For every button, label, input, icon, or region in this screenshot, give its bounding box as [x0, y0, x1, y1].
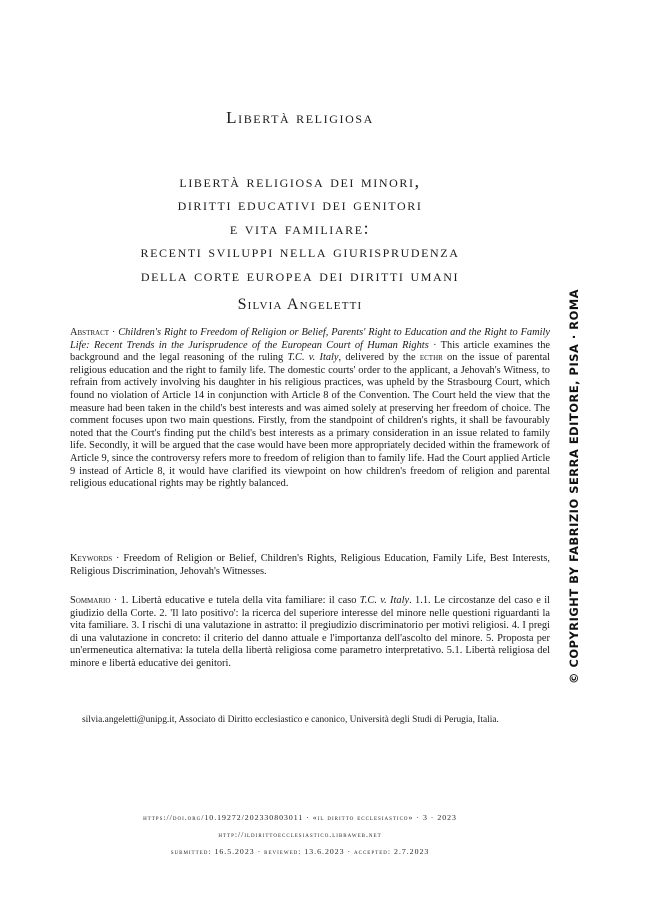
abstract-paragraph: [70, 327, 550, 491]
sommario-text: . 1.1. Le circostanze del caso e il giudizio della Corte. 2. 'Il lato positivo': la ricerca del superiore interesse del minore nelle questioni riguardanti la vita familiare. 3. I rischi di una valutazione in astratto: il pregiudizio discriminatorio per motivi religiosi. 4. I pregi di una valutazione in concreto: il criterio del danno attuale e l'importanza dell'ascolto del minore. 5. Proposta per un'ermeneutica alternativa: la tutela della libertà religiosa come parametro interpretativo. 5.1. Libertà religiosa del minore e libertà educative dei genitori.: [70, 595, 550, 669]
abstract-text: on the issue of parental religious education and the right to family life. The domestic courts' order to the applicant, a Jehovah's Witness, to refrain from actively involving his daughter in his religious practices, was upheld by the Strasbourg Court, which found no violation of Article 14 in conjunction with Article 8 of the Convention. The Court held the view that the measure had been taken in the child's best interests and was aimed solely at preserving her freedom of choice. The comment focuses upon two main questions. Firstly, from the standpoint of children's rights, it shall be favourably noted that the Court's finding put the child's best interests as a primary consideration in an issue related to family life. Secondly, it will be argued that the case would have been more appropriately decided within the framework of Article 9, since the controversy refers more to freedom of religion than to family life. Had the Court applied Article 9 instead of Article 8, it would have clarified its viewpoint on how children's freedom of religion and parental religious educational rights may be rightly balanced.: [70, 352, 550, 490]
article-title-line: libertà religiosa dei minori,: [179, 171, 421, 191]
sommario-text: · 1. Libertà educative e tutela della vita familiare: il caso: [110, 595, 360, 606]
article-title: [70, 170, 530, 287]
abstract-text: · This article examines the background and the legal reasoning of the ruling: [70, 339, 550, 364]
keywords-text: · Freedom of Religion or Belief, Children's Rights, Religious Education, Family Life, Best Interests, Religious Discrimination, Jehovah's Witnesses.: [70, 553, 550, 577]
journal-url-line: http://ildirittoecclesiastico.libraweb.net: [218, 830, 382, 839]
keywords-label: Keywords: [70, 553, 113, 564]
sommario-label: Sommario: [70, 595, 111, 606]
article-title-line: recenti sviluppi nella giurisprudenza: [140, 241, 460, 262]
abstract-separator: ·: [109, 327, 119, 338]
sommario-paragraph: [70, 595, 550, 671]
section-title: Libertà religiosa: [226, 108, 374, 127]
abstract-text: , delivered by the: [338, 352, 420, 364]
abstract-label: Abstract: [70, 327, 110, 338]
article-title-line: e vita familiare:: [229, 217, 371, 238]
article-title-line: diritti educativi dei genitori: [177, 194, 423, 215]
doi-line: https://doi.org/10.19272/202330803011 · «il diritto ecclesiastico» · 3 · 2023: [143, 813, 457, 822]
article-title-line: della corte europea dei diritti umani: [140, 264, 460, 285]
sommario-case-name: T.C. v. Italy: [359, 595, 410, 606]
copyright-sidebar: © COPYRIGHT BY FABRIZIO SERRA EDITORE, PISA · ROMA: [567, 288, 581, 684]
keywords-paragraph: [70, 553, 550, 578]
abstract-title: Children's Right to Freedom of Religion or Belief, Parents' Right to Education and the Right to Family Life: Recent Trends in the Jurisprudence of the European Court of Human Rights: [70, 327, 551, 351]
review-dates-line: submitted: 16.5.2023 · reviewed: 13.6.2023 · accepted: 2.7.2023: [170, 847, 430, 856]
abstract-acronym: ecthr: [419, 352, 443, 364]
publication-footer: [0, 809, 600, 860]
author-footnote: silvia.angeletti@unipg.it, Associato di Diritto ecclesiastico e canonico, Università degli Studi di Perugia, Italia.: [82, 715, 499, 725]
author-name: Silvia Angeletti: [237, 296, 363, 313]
abstract-case-name: T.C. v. Italy: [287, 352, 339, 364]
